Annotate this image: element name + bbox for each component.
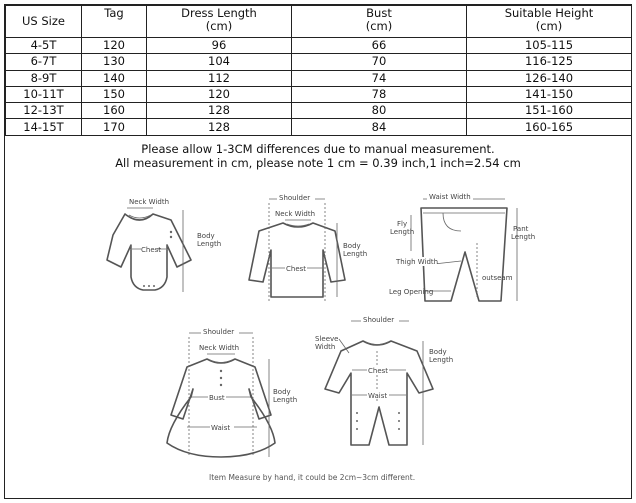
note-line-2: All measurement in cm, please note 1 cm = 0.39 inch,1 inch=2.54 cm bbox=[115, 155, 521, 170]
dress-diagram bbox=[167, 327, 297, 457]
pants-fly-length-label: Length bbox=[390, 228, 415, 236]
pants-leg-opening-label: Leg Opening bbox=[389, 288, 434, 296]
cell-us-size: 4-5T bbox=[6, 38, 82, 54]
shirt-chest-label: Chest bbox=[286, 265, 307, 273]
pants-thigh-width-label: Thigh Width bbox=[396, 258, 439, 266]
garment-diagrams bbox=[5, 5, 631, 500]
footer-note: Item Measure by hand, it could be 2cm~3cm different. bbox=[209, 473, 416, 482]
romper-sleeve-label: Sleeve bbox=[315, 335, 339, 343]
header-us-size: US Size bbox=[6, 6, 82, 38]
note-line-1: Please allow 1-3CM differences due to manual measurement. bbox=[141, 142, 495, 156]
cell-tag: 130 bbox=[82, 54, 147, 70]
cell-tag: 170 bbox=[82, 119, 147, 135]
cell-dress-length: 104 bbox=[147, 54, 292, 70]
bodysuit-diagram bbox=[107, 198, 221, 292]
header-bust: Bust (cm) bbox=[292, 6, 467, 38]
cell-us-size: 6-7T bbox=[6, 54, 82, 70]
header-tag: Tag bbox=[82, 6, 147, 38]
cell-dress-length: 128 bbox=[147, 103, 292, 119]
bodysuit-chest-label: Chest bbox=[141, 246, 162, 254]
cell-tag: 150 bbox=[82, 86, 147, 102]
cell-us-size: 10-11T bbox=[6, 86, 82, 102]
cell-tag: 140 bbox=[82, 70, 147, 86]
romper-body-label: Body bbox=[429, 348, 447, 356]
cell-dress-length: 120 bbox=[147, 86, 292, 102]
cell-tag: 160 bbox=[82, 103, 147, 119]
shirt-shoulder-label: Shoulder bbox=[279, 194, 311, 202]
romper-shoulder-label: Shoulder bbox=[363, 316, 395, 324]
cell-bust: 84 bbox=[292, 119, 467, 135]
dress-shoulder-label: Shoulder bbox=[203, 328, 235, 336]
pants-outseam-label: outseam bbox=[482, 274, 513, 282]
bodysuit-length-label: Length bbox=[197, 240, 222, 248]
pants-pant-length-label: Length bbox=[511, 233, 536, 241]
romper-sleeve-width-label: Width bbox=[315, 343, 336, 351]
dress-length-label: Length bbox=[273, 396, 298, 404]
dress-bust-label: Bust bbox=[209, 394, 225, 402]
bodysuit-neck-width-label: Neck Width bbox=[129, 198, 170, 206]
romper-chest-label: Chest bbox=[368, 367, 389, 375]
cell-dress-length: 112 bbox=[147, 70, 292, 86]
cell-suitable-height: 141-150 bbox=[467, 86, 632, 102]
dress-neck-width-label: Neck Width bbox=[199, 344, 240, 352]
pants-diagram bbox=[389, 192, 535, 301]
dress-body-label: Body bbox=[273, 388, 291, 396]
cell-dress-length: 96 bbox=[147, 38, 292, 54]
cell-dress-length: 128 bbox=[147, 119, 292, 135]
cell-us-size: 12-13T bbox=[6, 103, 82, 119]
header-dress-length: Dress Length (cm) bbox=[147, 6, 292, 38]
bodysuit-body-label: Body bbox=[197, 232, 215, 240]
size-chart-sheet bbox=[4, 4, 632, 499]
shirt-length-label: Length bbox=[343, 250, 368, 258]
header-suitable-height: Suitable Height (cm) bbox=[467, 6, 632, 38]
cell-bust: 70 bbox=[292, 54, 467, 70]
cell-suitable-height: 116-125 bbox=[467, 54, 632, 70]
cell-us-size: 8-9T bbox=[6, 70, 82, 86]
cell-bust: 74 bbox=[292, 70, 467, 86]
romper-length-label: Length bbox=[429, 356, 454, 364]
romper-waist-label: Waist bbox=[368, 392, 388, 400]
cell-bust: 80 bbox=[292, 103, 467, 119]
pants-waist-width-label: Waist Width bbox=[429, 193, 471, 201]
cell-suitable-height: 151-160 bbox=[467, 103, 632, 119]
pants-pant-label: Pant bbox=[513, 225, 529, 233]
cell-suitable-height: 160-165 bbox=[467, 119, 632, 135]
shirt-diagram bbox=[249, 193, 367, 301]
romper-diagram bbox=[315, 315, 453, 445]
cell-suitable-height: 126-140 bbox=[467, 70, 632, 86]
cell-bust: 66 bbox=[292, 38, 467, 54]
cell-bust: 78 bbox=[292, 86, 467, 102]
dress-waist-label: Waist bbox=[211, 424, 231, 432]
shirt-neck-width-label: Neck Width bbox=[275, 210, 316, 218]
pants-fly-label: Fly bbox=[397, 220, 408, 228]
cell-tag: 120 bbox=[82, 38, 147, 54]
shirt-body-label: Body bbox=[343, 242, 361, 250]
cell-suitable-height: 105-115 bbox=[467, 38, 632, 54]
cell-us-size: 14-15T bbox=[6, 119, 82, 135]
